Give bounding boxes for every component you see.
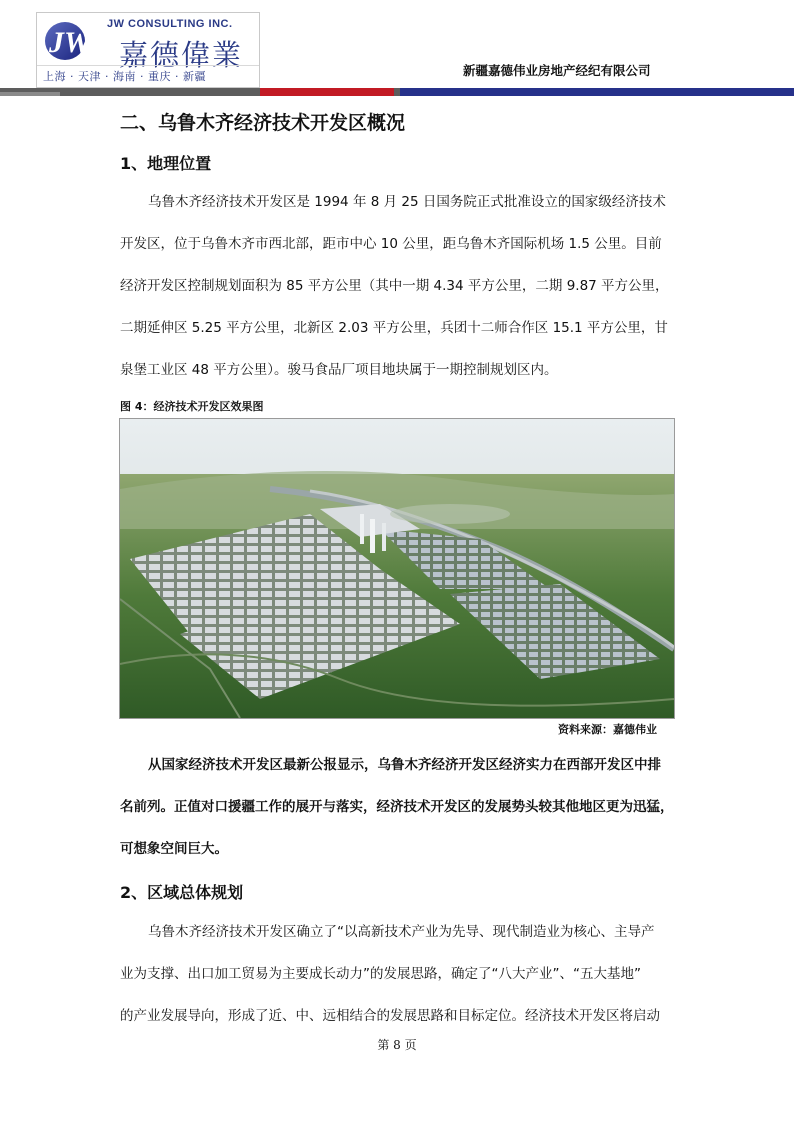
header-band-left bbox=[0, 92, 60, 96]
subsection-title-planning: 2、区域总体规划 bbox=[120, 883, 244, 902]
logo-chinese-name: 嘉德偉業 bbox=[119, 38, 244, 72]
logo-letters: JW bbox=[49, 26, 91, 59]
paragraph-highlight bbox=[120, 744, 680, 870]
paragraph-location bbox=[120, 181, 680, 391]
development-zone-rendering-image bbox=[119, 418, 675, 719]
paragraph-line: 乌鲁木齐经济技术开发区是 1994 年 8 月 25 日国务院正式批准设立的国家级经济技术 bbox=[148, 194, 666, 210]
paragraph-line: 经济开发区控制规划面积为 85 平方公里（其中一期 4.34 平方公里，二期 9.87 平方公里， bbox=[120, 278, 669, 294]
paragraph-line: 名前列。正值对口援疆工作的展开与落实，经济技术开发区的发展势头较其他地区更为迅猛， bbox=[120, 799, 674, 815]
aerial-city-illustration bbox=[120, 419, 674, 718]
header-band-red bbox=[260, 88, 394, 96]
paragraph-line: 的产业发展导向，形成了近、中、远相结合的发展思路和目标定位。经济技术开发区将启动 bbox=[120, 1008, 660, 1024]
paragraph-line: 泉堡工业区 48 平方公里）。骏马食品厂项目地块属于一期控制规划区内。 bbox=[120, 362, 558, 378]
paragraph-line: 业为支撑、出口加工贸易为主要成长动力”的发展思路，确定了“八大产业”、“五大基地” bbox=[120, 966, 641, 982]
company-logo bbox=[36, 12, 260, 88]
paragraph-line: 乌鲁木齐经济技术开发区确立了“以高新技术产业为先导、现代制造业为核心、主导产 bbox=[148, 924, 655, 940]
paragraph-line: 可想象空间巨大。 bbox=[120, 841, 228, 857]
subsection-title-location: 1、地理位置 bbox=[120, 154, 212, 173]
paragraph-line: 从国家经济技术开发区最新公报显示，乌鲁木齐经济开发区经济实力在西部开发区中排 bbox=[148, 757, 661, 773]
section-title: 二、乌鲁木齐经济技术开发区概况 bbox=[120, 112, 406, 134]
paragraph-planning bbox=[120, 911, 680, 1037]
logo-cities: 上海 · 天津 · 海南 · 重庆 · 新疆 bbox=[37, 65, 259, 87]
logo-english-name: JW CONSULTING INC. bbox=[107, 18, 233, 30]
page-number: 第 8 页 bbox=[377, 1038, 417, 1052]
header-band-blue bbox=[400, 88, 794, 96]
paragraph-line: 二期延伸区 5.25 平方公里，北新区 2.03 平方公里，兵团十二师合作区 15.1 平方公里，甘 bbox=[120, 320, 668, 336]
figure-source: 资料来源：嘉德伟业 bbox=[558, 723, 657, 736]
company-name: 新疆嘉德伟业房地产经纪有限公司 bbox=[463, 63, 651, 78]
paragraph-line: 开发区，位于乌鲁木齐市西北部，距市中心 10 公里，距乌鲁木齐国际机场 1.5 公里。目前 bbox=[120, 236, 662, 252]
jw-logo-mark-icon bbox=[43, 19, 101, 63]
figure-caption: 图 4：经济技术开发区效果图 bbox=[120, 400, 264, 413]
